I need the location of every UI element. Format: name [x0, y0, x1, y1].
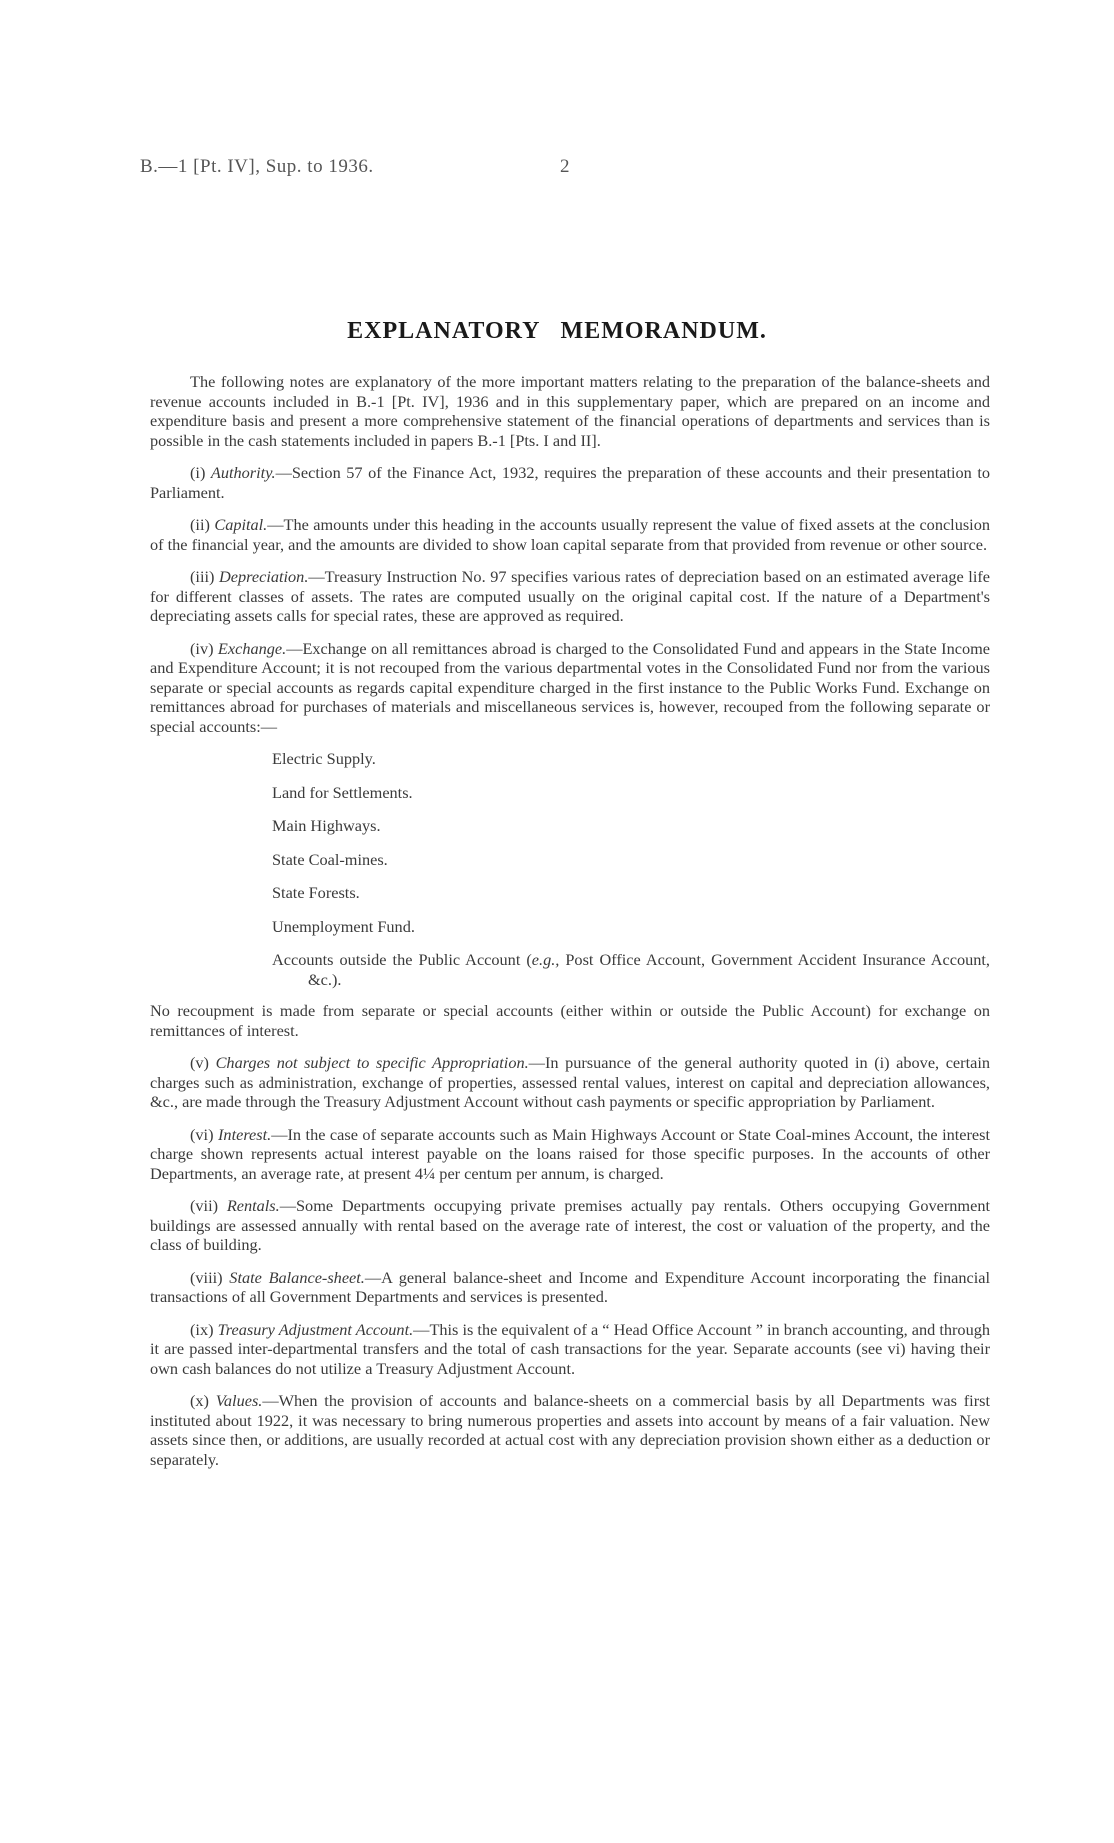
section-heading: Depreciation. — [219, 567, 309, 586]
memorandum-body — [150, 372, 990, 1482]
list-item: State Forests. — [272, 883, 360, 902]
section-text: —Exchange on all remittances abroad is charged to the Consolidated Fund and appears in the State Income and Expenditure Account; it is not recouped from the various departmental votes in the Consolidated Fund nor from the various separate or special accounts as regards capital expenditure charged in the first instance to the Public Works Fund. Exchange on remittances abroad for purchases of materials and miscellaneous services is, however, recouped from the following separate or special accounts:— — [150, 638, 990, 736]
section-text: —Some Departments occupying private premises actually pay rentals. Others occupying Government buildings are assessed annually with rental based on the average rate of interest, the cost or valuation of the property, and the class of building. — [150, 1196, 990, 1254]
section-values — [150, 1391, 990, 1469]
section-number: (x) — [190, 1391, 209, 1410]
section-heading: Treasury Adjustment Account. — [217, 1319, 414, 1339]
section-charges — [150, 1053, 990, 1112]
section-number: (ix) — [190, 1319, 214, 1339]
section-heading: Interest. — [218, 1124, 272, 1144]
section-balance-sheet — [150, 1268, 990, 1307]
exchange-accounts-list — [150, 749, 990, 989]
intro-paragraph: The following notes are explanatory of the more important matters relating to the preparation of the balance-sheets and revenue accounts included in B.-1 [Pt. IV], 1936 and in this supplementary paper, which are prepared on an income and expenditure basis and present a more comprehensive statement of the financial operations of departments and services than is possible in the cash statements included in papers B.-1 [Pts. I and II]. — [150, 372, 990, 450]
section-rentals — [150, 1196, 990, 1255]
section-text: —Section 57 of the Finance Act, 1932, requires the preparation of these accounts and their presentation to Parliament. — [150, 463, 990, 502]
section-number: (iii) — [190, 567, 215, 586]
section-text: —The amounts under this heading in the accounts usually represent the value of fixed assets at the conclusion of the financial year, and the amounts are divided to show loan capital separate from that provided from revenue or other source. — [150, 515, 990, 554]
section-text: —This is the equivalent of a “ Head Office Account ” in branch accounting, and through it are passed inter-departmental transfers and the total of cash transactions for the year. Separate accounts (see vi) having their own cash balances do not utilize a Treasury Adjustment Account. — [150, 1319, 990, 1378]
list-item: Electric Supply. — [272, 749, 376, 768]
section-text: —In pursuance of the general authority quoted in (i) above, certain charges such as administration, exchange of properties, assessed rental values, interest on capital and depreciation allowances, &c., are made through the Treasury Adjustment Account without cash payments or specific appropriation by Parliament. — [150, 1053, 990, 1111]
page-number: 2 — [560, 156, 570, 177]
page-header-reference: B.—1 [Pt. IV], Sup. to 1936. — [140, 156, 374, 177]
section-number: (vii) — [190, 1196, 219, 1215]
section-heading: Exchange. — [217, 638, 287, 658]
section-interest — [150, 1125, 990, 1184]
section-text: —A general balance-sheet and Income and Expenditure Account incorporating the financial transactions of all Government Departments and services is presented. — [150, 1267, 990, 1306]
section-text: —Treasury Instruction No. 97 specifies various rates of depreciation based on an estimated average life for different classes of assets. The rates are computed usually on the original capital cost. If the nature of a Department's depreciating assets calls for special rates, these are approved as required. — [150, 567, 990, 625]
section-heading: Capital. — [214, 515, 268, 534]
list-item: Land for Settlements. — [272, 782, 413, 802]
page-title: EXPLANATORY MEMORANDUM. — [347, 318, 767, 344]
section-treasury-adjustment — [150, 1320, 990, 1379]
list-item: State Coal-mines. — [272, 849, 388, 869]
section-heading: Rentals. — [226, 1196, 280, 1215]
list-item: Unemployment Fund. — [272, 916, 415, 936]
section-number: (ii) — [190, 515, 210, 534]
section-number: (i) — [190, 463, 206, 482]
section-number: (iv) — [190, 638, 214, 658]
section-depreciation — [150, 567, 990, 626]
section-number: (viii) — [190, 1267, 223, 1287]
section-heading: State Balance-sheet. — [229, 1267, 365, 1287]
section-text: —In the case of separate accounts such as Main Highways Account or State Coal-mines Account, the interest charge shown represents actual interest payable on the loans raised for those specific purposes. In the accounts of other Departments, an average rate, at present 4¼ per centum per annum, is charged. — [150, 1124, 990, 1183]
section-capital — [150, 515, 990, 554]
section-number: (vi) — [190, 1124, 214, 1144]
section-text: —When the provision of accounts and balance-sheets on a commercial basis by all Departments was first instituted about 1922, it was necessary to bring numerous properties and assets into account by means of a fair valuation. New assets since then, or additions, are usually recorded at actual cost with any depreciation provision shown either as a deduction or separately. — [150, 1391, 990, 1469]
section-number: (v) — [190, 1053, 209, 1072]
exchange-note: No recoupment is made from separate or special accounts (either within or outside the Public Account) for exchange on remittances of interest. — [150, 1001, 990, 1040]
list-item: Accounts outside the Public Account (e.g., Post Office Account, Government Accident Insurance Account, &c.). — [272, 950, 990, 989]
section-heading: Charges not subject to specific Appropriation. — [215, 1053, 529, 1072]
list-item: Main Highways. — [272, 816, 381, 835]
section-authority — [150, 463, 990, 502]
section-exchange — [150, 639, 990, 737]
section-heading: Values. — [215, 1391, 263, 1410]
section-heading: Authority. — [210, 463, 276, 482]
